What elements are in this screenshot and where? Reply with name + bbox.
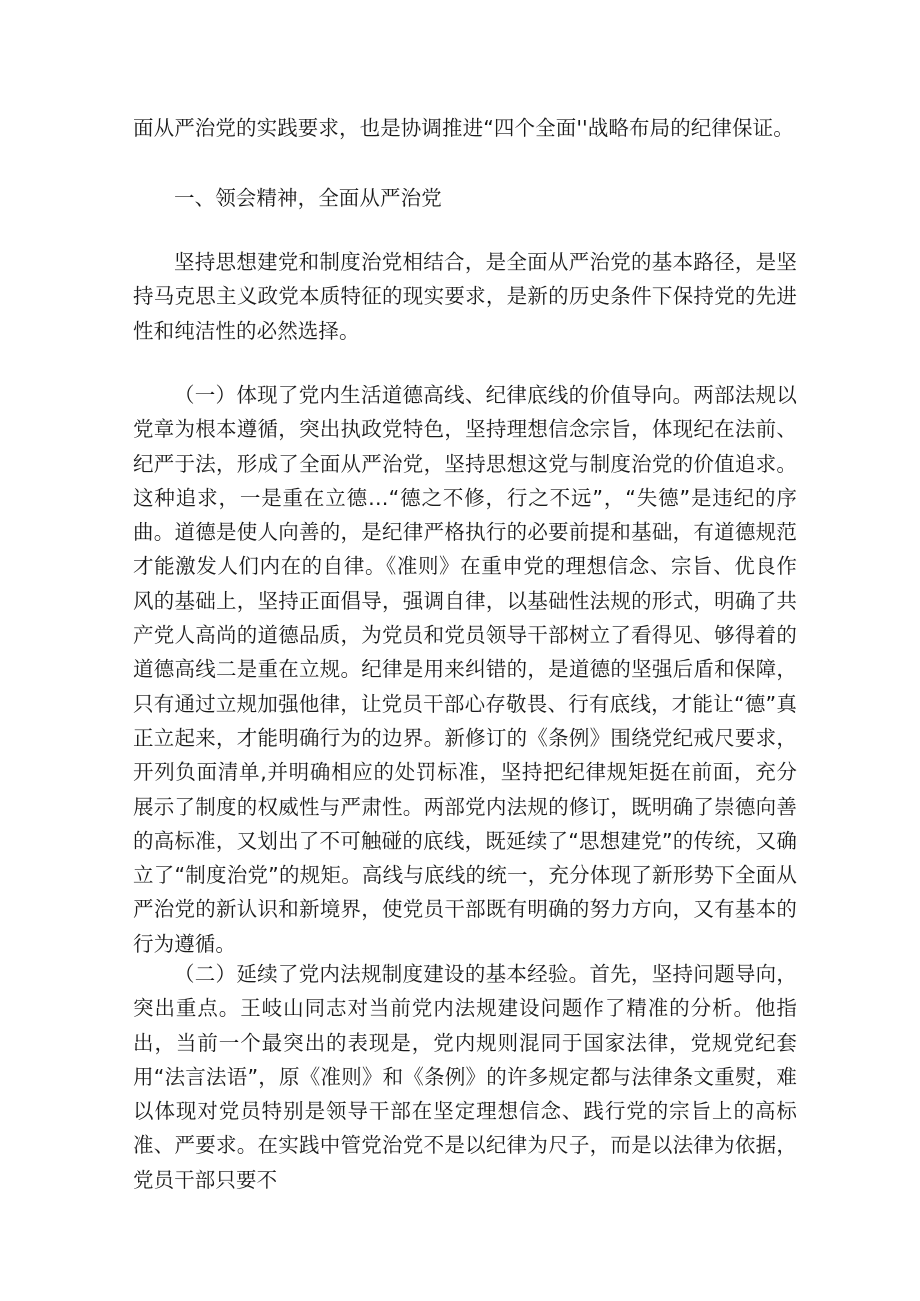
- paragraph-point-one: （一）体现了党内生活道德高线、纪律底线的价值导向。两部法规以党章为根本遵循，突出执政党特色，坚持理想信念宗旨，体现纪在法前、纪严于法，形成了全面从严治党，坚持思想这党与制度治党的价值追求。这种追求，一是重在立德…“德之不修，行之不远”，“失德”是违纪的序曲。道德是使人向善的，是纪律严格执行的必要前提和基础，有道德规范才能激发人们内在的自律。《准则》在重申党的理想信念、宗旨、优良作风的基础上，坚持正面倡导，强调自律，以基础性法规的形式，明确了共产党人高尚的道德品质，为党员和党员领导干部树立了看得见、够得着的道德高线二是重在立规。纪律是用来纠错的，是道德的坚强后盾和保障，只有通过立规加强他律，让党员干部心存敬畏、行有底线，才能让“德”真正立起来，才能明确行为的边界。新修订的《条例》围绕党纪戒尺要求，开列负面清单,并明确相应的处罚标准，坚持把纪律规矩挺在前面，充分展示了制度的权威性与严肃性。两部党内法规的修订，既明确了崇德向善的高标准，又划出了不可触碰的底线，既延续了“思想建党”的传统，又确立了“制度治党”的规矩。高线与底线的统一，充分体现了新形势下全面从严治党的新认识和新境界，使党员干部既有明确的努力方向，又有基本的行为遵循。: [133, 383, 797, 956]
- section-heading: 一、领会精神，全面从严治党: [174, 186, 442, 210]
- paragraph-point-two: （二）延续了党内法规制度建设的基本经验。首先，坚持问题导向，突出重点。王岐山同志对当前党内法规建设问题作了精准的分析。他指出，当前一个最突出的表现是，党内规则混同于国家法律，党规党纪套用“法言法语”，原《准则》和《条例》的许多规定都与法律条文重熨，难以体现对党员特别是领导干部在坚定理想信念、践行党的宗旨上的高标准、严要求。在实践中管党治党不是以纪律为尺子，而是以法律为依据，党员干部只要不: [133, 962, 797, 1192]
- paragraph-intro: 坚持思想建党和制度治党相结合，是全面从严治党的基本路径，是坚持马克思主义政党本质特征的现实要求，是新的历史条件下保持党的先进性和纯洁性的必然选择。: [133, 250, 797, 343]
- paragraph-continuation: 面从严治党的实践要求，也是协调推进“四个全面''战略布局的纪律保证。: [133, 116, 794, 140]
